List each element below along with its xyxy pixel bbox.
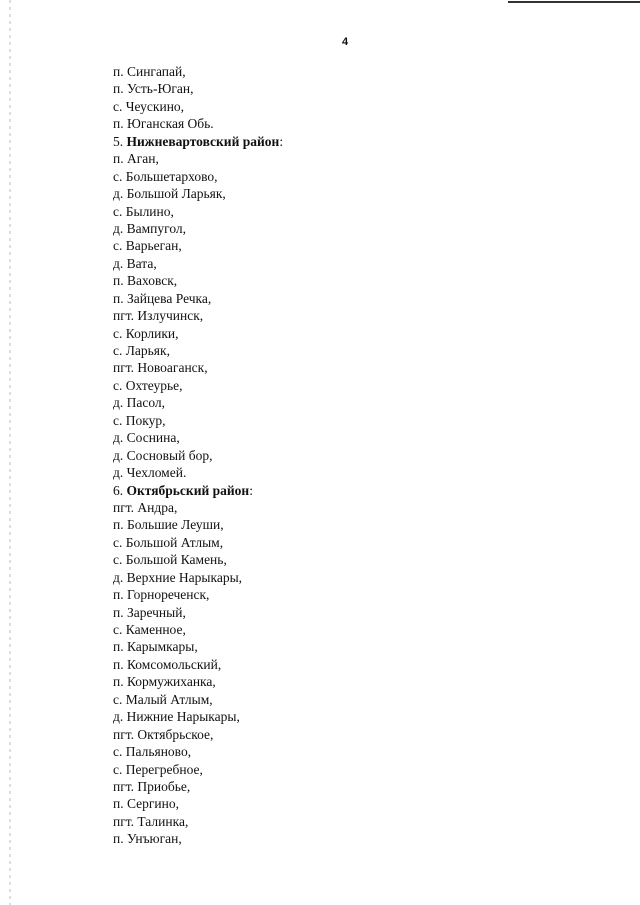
- district-name: Нижневартовский район: [126, 133, 280, 149]
- district-number: 6.: [113, 482, 127, 498]
- settlement-item: д. Большой Ларьяк,: [113, 186, 226, 202]
- scan-edge-artifact: [9, 0, 11, 905]
- settlement-item: пгт. Новоаганск,: [113, 360, 208, 376]
- district-colon: :: [249, 482, 253, 498]
- settlement-item: с. Большетархово,: [113, 168, 218, 184]
- settlement-item: пгт. Андра,: [113, 499, 178, 515]
- settlement-item: д. Пасол,: [113, 395, 166, 411]
- settlement-list: [113, 63, 283, 848]
- settlement-item: п. Заречный,: [113, 604, 186, 620]
- district-name: Октябрьский район: [126, 482, 250, 498]
- settlement-item: с. Былино,: [113, 203, 174, 219]
- settlement-item: д. Чехломей.: [113, 465, 187, 481]
- settlement-item: п. Усть-Юган,: [113, 81, 194, 97]
- district-heading: [113, 482, 283, 499]
- settlement-item: п. Горнореченск,: [113, 587, 210, 603]
- settlement-item: п. Большие Леуши,: [113, 517, 224, 533]
- settlement-item: с. Пальяново,: [113, 744, 192, 760]
- settlement-item: д. Вата,: [113, 255, 157, 271]
- settlement-item: п. Сингапай,: [113, 64, 186, 79]
- settlement-item: пгт. Талинка,: [113, 813, 189, 829]
- settlement-item: с. Каменное,: [113, 622, 186, 637]
- settlement-item: с. Малый Атлым,: [113, 691, 213, 707]
- settlement-item: п. Карымкары,: [113, 639, 198, 655]
- settlement-item: д. Нижние Нарыкары,: [113, 709, 240, 725]
- district-colon: :: [279, 133, 284, 149]
- settlement-item: с. Охтеурье,: [113, 377, 183, 393]
- settlement-item: с. Чеускино,: [113, 98, 185, 114]
- settlement-item: с. Варьеган,: [113, 238, 182, 254]
- settlement-item: с. Ларьяк,: [113, 343, 170, 358]
- settlement-item: пгт. Октябрьское,: [113, 726, 214, 742]
- settlement-item: п. Аган,: [113, 151, 159, 167]
- settlement-item: п. Зайцева Речка,: [113, 290, 212, 306]
- settlement-item: с. Большой Камень,: [113, 552, 227, 568]
- settlement-item: д. Сосновый бор,: [113, 447, 213, 463]
- district-heading: [113, 133, 283, 150]
- top-rule: [508, 1, 640, 3]
- settlement-item: п. Ваховск,: [113, 273, 178, 289]
- settlement-item: п. Комсомольский,: [113, 656, 222, 672]
- page-number: 4: [341, 36, 349, 48]
- settlement-item: пгт. Приобье,: [113, 778, 191, 794]
- settlement-item: д. Вампугол,: [113, 220, 187, 236]
- settlement-item: с. Перегребное,: [113, 761, 203, 777]
- settlement-item: пгт. Излучинск,: [113, 308, 204, 324]
- settlement-item: п. Кормужиханка,: [113, 674, 216, 690]
- settlement-item: п. Юганская Обь.: [113, 116, 214, 132]
- settlement-item: с. Большой Атлым,: [113, 534, 224, 550]
- settlement-item: д. Соснина,: [113, 430, 180, 446]
- settlement-item: с. Корлики,: [113, 325, 179, 341]
- settlement-item: с. Покур,: [113, 412, 166, 428]
- settlement-item: п. Унъюган,: [113, 831, 182, 847]
- settlement-item: п. Сергино,: [113, 796, 179, 812]
- settlement-item: д. Верхние Нарыкары,: [113, 569, 243, 585]
- district-number: 5.: [113, 133, 127, 149]
